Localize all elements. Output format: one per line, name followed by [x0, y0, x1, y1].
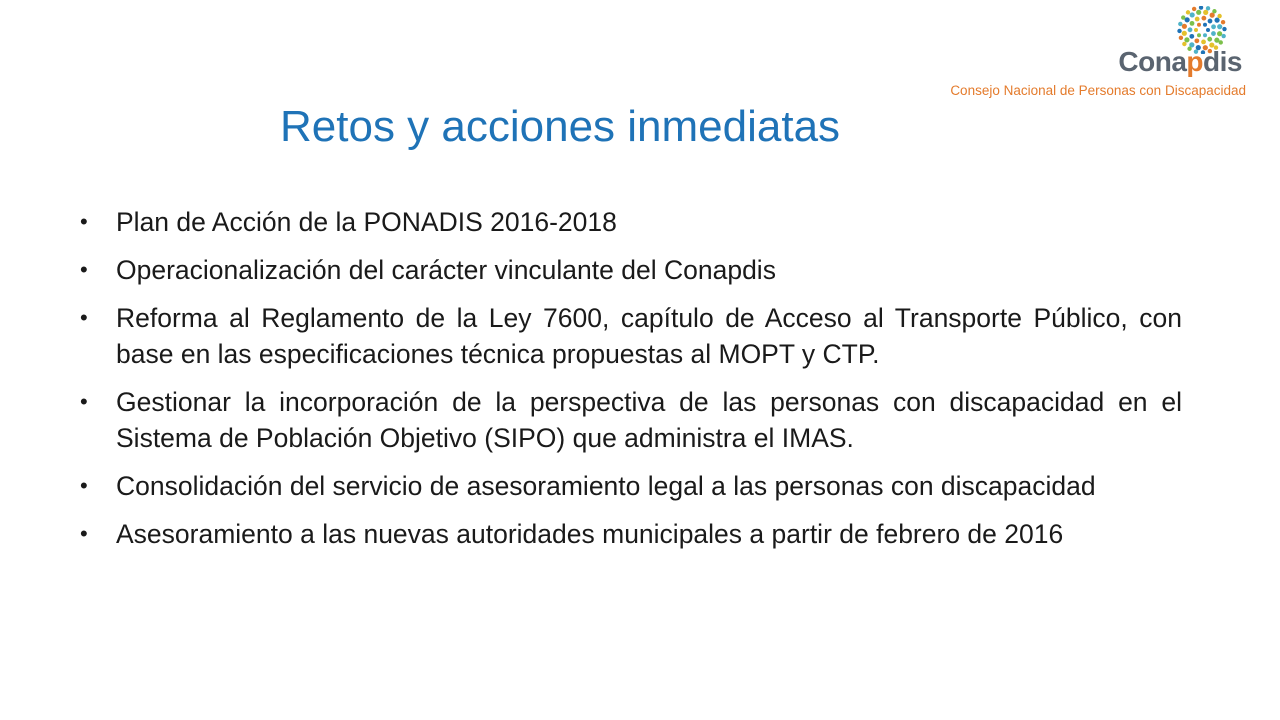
logo-dot [1196, 10, 1201, 15]
logo-dot [1190, 21, 1195, 26]
logo-dot [1197, 33, 1201, 37]
logo-dot [1201, 40, 1206, 45]
logo-dot [1221, 34, 1225, 38]
logo-dot [1217, 14, 1221, 18]
bullet-marker: • [80, 257, 88, 282]
slide-title: Retos y acciones inmediatas [280, 102, 841, 151]
logo-dot [1189, 34, 1194, 39]
logo-dot [1190, 12, 1195, 17]
logo-dot [1206, 28, 1210, 32]
logo-dot [1207, 37, 1212, 42]
bullet-text: Gestionar la incorporación de la perspectiva de las personas con discapacidad en el Sistema de Población Objetivo (SIPO) que administra el IMAS. [116, 387, 1182, 453]
logo-dot [1184, 37, 1189, 42]
logo-dot [1214, 18, 1219, 23]
logo-dot [1217, 24, 1222, 29]
logo-dot [1197, 23, 1201, 27]
bullet-item [80, 516, 1182, 552]
logo-dot [1188, 27, 1193, 32]
logo-wordmark [1118, 46, 1242, 78]
logo-dot [1212, 9, 1216, 13]
logo-word-part-1: Cona [1118, 46, 1187, 77]
bullet-text: Reforma al Reglamento de la Ley 7600, capítulo de Acceso al Transporte Público, con base en las especificaciones técnica propuestas al MOPT y CTP. [116, 303, 1182, 369]
logo-dot [1177, 29, 1181, 33]
bullet-marker: • [80, 305, 88, 330]
bullet-text: Asesoramiento a las nuevas autoridades municipales a partir de febrero de 2016 [116, 519, 1064, 549]
logo-dot [1192, 7, 1196, 11]
logo-dot [1194, 38, 1199, 43]
logo-word-accent: p [1186, 46, 1204, 77]
logo-dot [1182, 31, 1187, 36]
bullet-item [80, 468, 1182, 504]
logo-dot [1195, 17, 1200, 22]
bullet-text: Plan de Acción de la PONADIS 2016-2018 [116, 207, 617, 237]
logo-dot [1203, 10, 1208, 15]
logo-dot [1178, 22, 1182, 26]
bullet-text: Operacionalización del carácter vinculante del Conapdis [116, 255, 776, 285]
logo-dot [1203, 33, 1207, 37]
logo-tagline: Consejo Nacional de Personas con Discapacidad [950, 83, 1246, 98]
bullet-list [80, 204, 1182, 564]
logo-dot [1179, 36, 1183, 40]
logo-dot [1222, 27, 1226, 31]
bullet-marker: • [80, 389, 88, 414]
logo-dot [1182, 24, 1187, 29]
logo-dot [1199, 6, 1203, 10]
logo-dot [1221, 20, 1225, 24]
bullet-item [80, 300, 1182, 372]
logo-dot [1208, 19, 1213, 24]
logo-dot [1211, 31, 1216, 36]
logo-word-part-2: dis [1203, 46, 1242, 77]
logo-dot [1186, 10, 1190, 14]
logo-dot [1201, 16, 1206, 21]
logo-dot [1203, 23, 1207, 27]
bullet-marker: • [80, 209, 88, 234]
bullet-item [80, 252, 1182, 288]
bullet-marker: • [80, 521, 88, 546]
bullet-text: Consolidación del servicio de asesoramiento legal a las personas con discapacidad [116, 471, 1096, 501]
logo-dot [1206, 6, 1210, 10]
logo-dot [1219, 40, 1223, 44]
bullet-item [80, 384, 1182, 456]
bullet-item [80, 204, 1182, 240]
logo-dot [1181, 15, 1185, 19]
logo-dot [1194, 28, 1198, 32]
logo-dot [1217, 31, 1222, 36]
conapdis-logo [950, 6, 1262, 98]
logo-dot [1211, 24, 1216, 29]
bullet-marker: • [80, 473, 88, 498]
